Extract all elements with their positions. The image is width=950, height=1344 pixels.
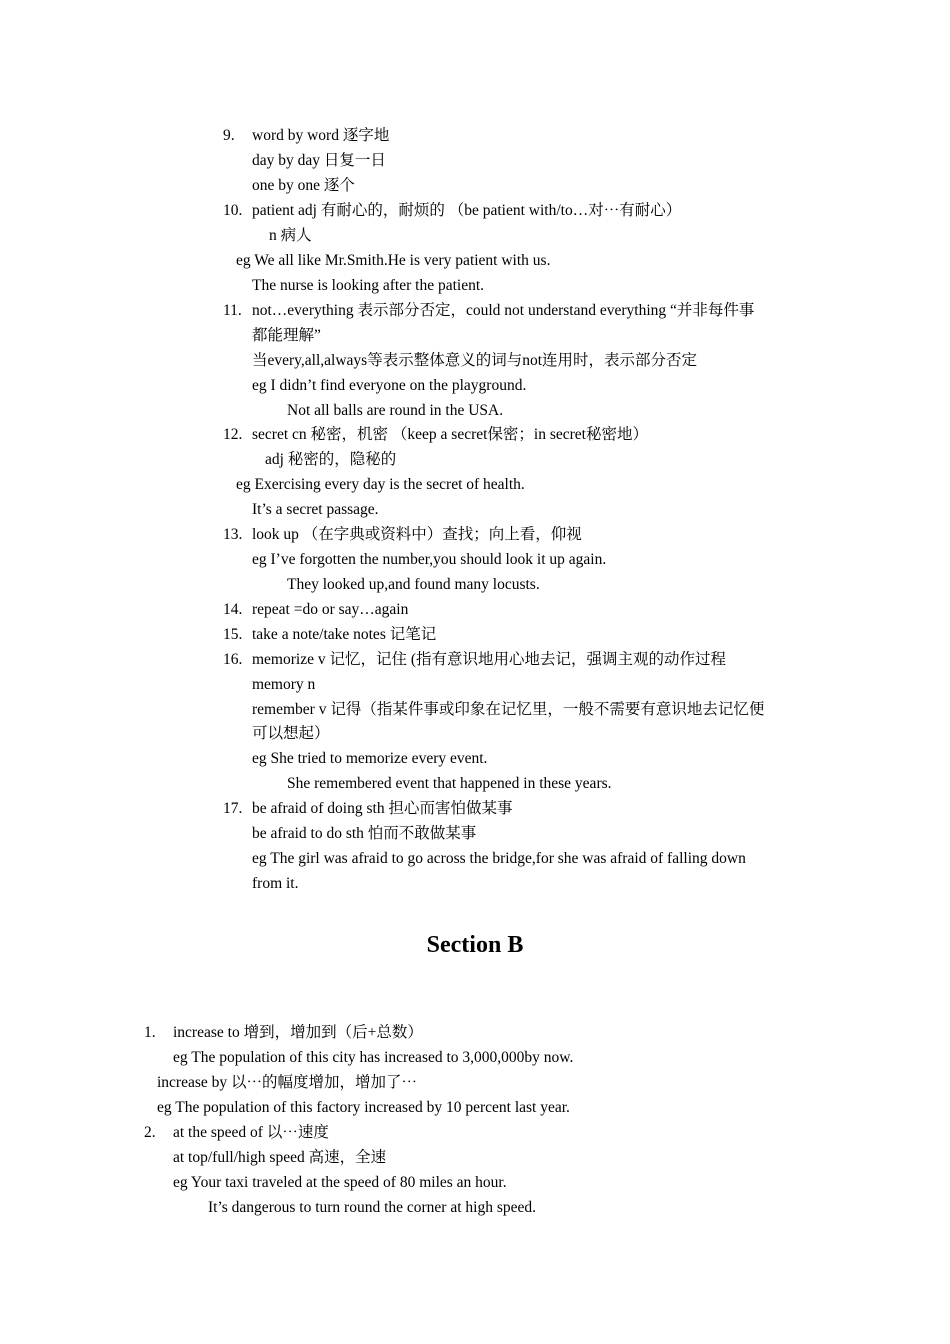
item-line: patient adj 有耐心的，耐烦的 （be patient with/to…对⋯有耐心）	[252, 202, 682, 219]
item-line: 可以想起）	[252, 725, 330, 742]
item-number: 12.	[223, 426, 243, 443]
item-line: increase by 以⋯的幅度增加，增加了⋯	[157, 1074, 418, 1091]
item-line: 当every,all,always等表示整体意义的词与not连用时，表示部分否定	[252, 352, 698, 369]
item-number: 16.	[223, 651, 243, 668]
example-line: eg Your taxi traveled at the speed of 80 miles an hour.	[173, 1174, 507, 1191]
item-line: memory n	[252, 676, 316, 693]
item-line: remember v 记得（指某件事或印象在记忆里，一般不需要有意识地去记忆便	[252, 701, 765, 718]
example-line: They looked up,and found many locusts.	[287, 576, 540, 593]
item-line: increase to 增到，增加到（后+总数）	[173, 1024, 423, 1041]
item-number: 1.	[144, 1024, 156, 1041]
example-line: eg The population of this factory increased by 10 percent last year.	[157, 1099, 570, 1116]
example-line: eg She tried to memorize every event.	[252, 750, 488, 767]
item-line: look up （在字典或资料中）查找；向上看，仰视	[252, 526, 582, 543]
item-line: at top/full/high speed 高速，全速	[173, 1149, 387, 1166]
example-line: eg I’ve forgotten the number,you should look it up again.	[252, 551, 607, 568]
item-number: 11.	[223, 302, 242, 319]
example-line: eg The population of this city has increased to 3,000,000by now.	[173, 1049, 574, 1066]
example-line: eg We all like Mr.Smith.He is very patient with us.	[236, 252, 551, 269]
item-line: repeat =do or say…again	[252, 601, 409, 618]
item-line: secret cn 秘密，机密 （keep a secret保密；in secret秘密地）	[252, 426, 648, 443]
example-line: It’s dangerous to turn round the corner at high speed.	[208, 1199, 536, 1216]
item-line: 都能理解”	[252, 327, 321, 344]
example-line: Not all balls are round in the USA.	[287, 402, 504, 419]
item-number: 9.	[223, 127, 235, 144]
item-number: 14.	[223, 601, 243, 618]
section-heading: Section B	[426, 932, 524, 958]
item-number: 13.	[223, 526, 243, 543]
item-line: take a note/take notes 记笔记	[252, 626, 437, 643]
item-line: memorize v 记忆，记住 (指有意识地用心地去记，强调主观的动作过程	[252, 651, 727, 668]
example-line: The nurse is looking after the patient.	[252, 277, 485, 294]
item-line: day by day 日复一日	[252, 152, 386, 169]
example-line: It’s a secret passage.	[252, 501, 379, 518]
item-line: word by word 逐字地	[252, 127, 390, 144]
item-number: 10.	[223, 202, 243, 219]
item-line: n 病人	[269, 227, 312, 244]
example-line: eg I didn’t find everyone on the playground.	[252, 377, 527, 394]
item-line: one by one 逐个	[252, 177, 355, 194]
item-line: be afraid of doing sth 担心而害怕做某事	[252, 800, 513, 817]
example-line: She remembered event that happened in these years.	[287, 775, 612, 792]
item-line: be afraid to do sth 怕而不敢做某事	[252, 825, 477, 842]
example-line: eg Exercising every day is the secret of health.	[236, 476, 525, 493]
item-number: 2.	[144, 1124, 156, 1141]
example-line: from it.	[252, 875, 299, 892]
item-line: not…everything 表示部分否定，could not understand everything “并非每件事	[252, 302, 755, 319]
item-line: adj 秘密的，隐秘的	[265, 451, 397, 468]
item-number: 15.	[223, 626, 243, 643]
item-number: 17.	[223, 800, 243, 817]
example-line: eg The girl was afraid to go across the bridge,for she was afraid of falling down	[252, 850, 746, 867]
item-line: at the speed of 以⋯速度	[173, 1124, 329, 1141]
